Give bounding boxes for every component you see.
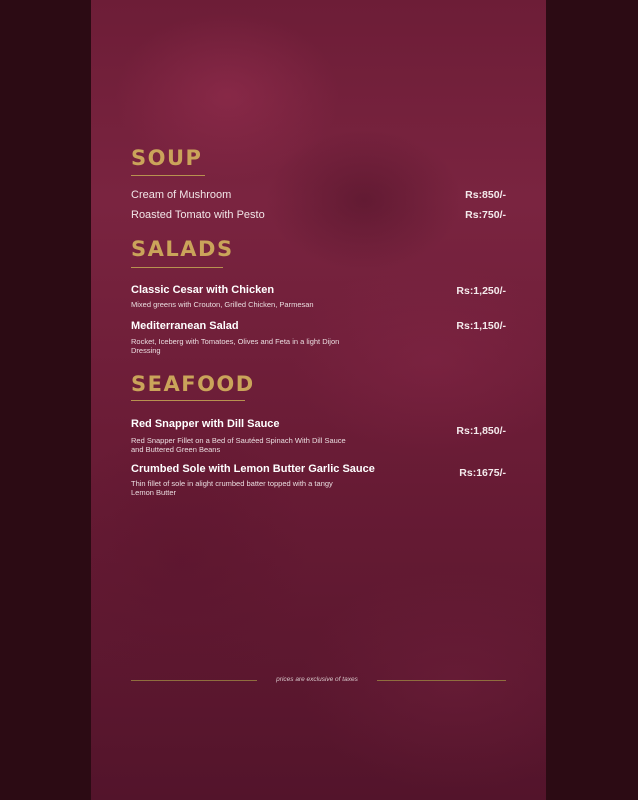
menu-item-price: Rs:850/- [465,189,506,201]
menu-item-description: Thin fillet of sole in alight crumbed batter topped with a tangy Lemon Butter [131,479,333,497]
section-divider-salads [131,267,223,268]
section-title-seafood: SEAFOOD [131,372,255,396]
footer-divider-right [377,680,506,681]
menu-item-description: Red Snapper Fillet on a Bed of Sautéed Spinach With Dill Sauce and Buttered Green Beans [131,436,346,454]
menu-item-name: Classic Cesar with Chicken [131,284,275,296]
menu-item-description: Mixed greens with Crouton, Grilled Chicken, Parmesan [131,300,314,309]
menu-item-price: Rs:1,250/- [456,285,506,297]
menu-item-name: Cream of Mushroom [131,189,232,201]
section-title-salads: SALADS [131,237,234,261]
section-title-soup: SOUP [131,146,203,170]
menu-item-price: Rs:1,150/- [456,320,506,332]
menu-item-name: Crumbed Sole with Lemon Butter Garlic Sauce [131,463,375,475]
menu-item-name: Red Snapper with Dill Sauce [131,418,280,430]
menu-card [91,0,546,800]
menu-item-name: Mediterranean Salad [131,320,239,332]
menu-item-price: Rs:750/- [465,209,506,221]
section-divider-seafood [131,400,245,401]
menu-item-description: Rocket, Iceberg with Tomatoes, Olives and Feta in a light Dijon Dressing [131,337,340,355]
menu-item-name: Roasted Tomato with Pesto [131,209,265,221]
footer-tax-note: prices are exclusive of taxes [276,676,358,683]
menu-item-price: Rs:1675/- [459,467,506,479]
footer-divider-left [131,680,257,681]
menu-item-price: Rs:1,850/- [456,425,506,437]
section-divider-soup [131,175,205,176]
